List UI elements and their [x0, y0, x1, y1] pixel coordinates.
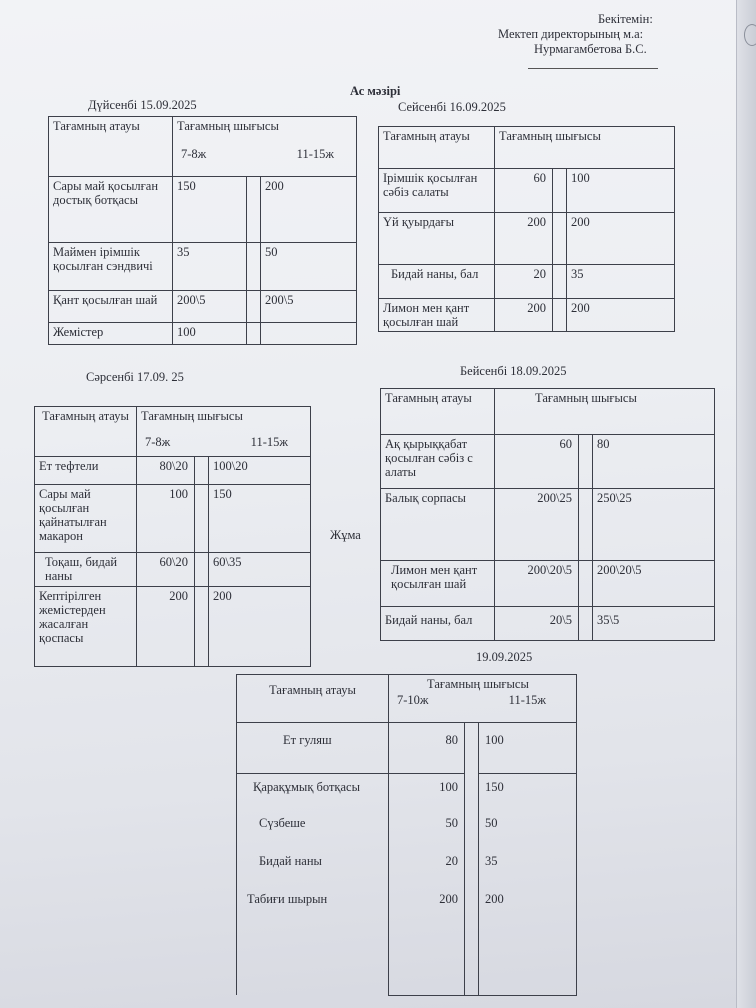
column-divider — [195, 553, 209, 587]
table-row — [381, 607, 715, 641]
column-divider — [247, 243, 261, 291]
portion-value: 250\25 — [593, 489, 715, 561]
dish-name: Ет тефтели — [35, 457, 137, 485]
table-row — [379, 299, 675, 332]
header-dish-yield: Тағамның шығысы 7-8ж 11-15ж — [137, 407, 311, 457]
dish-name: Ірімшік қосылған сәбіз салаты — [379, 169, 495, 213]
column-divider — [579, 561, 593, 607]
portion-column-2 — [479, 723, 577, 996]
dish-name: Ақ қырыққабат қосылған сәбіз с алаты — [381, 435, 495, 489]
adjacent-page-edge — [736, 0, 756, 1008]
column-divider — [247, 291, 261, 323]
approval-title: Бекітемін: — [598, 12, 653, 26]
column-divider — [553, 169, 567, 213]
table-row — [35, 553, 311, 587]
header-dish-name: Тағамның атауы — [237, 675, 389, 723]
column-divider — [579, 607, 593, 641]
portion-value: 150 — [173, 177, 247, 243]
binder-ring-mark — [744, 24, 756, 46]
column-divider — [195, 587, 209, 667]
portion-value: 80 — [593, 435, 715, 489]
column-divider — [465, 723, 479, 996]
dish-name: Лимон мен қант қосылған шай — [381, 561, 495, 607]
portion-value: 200\20\5 — [495, 561, 579, 607]
portion-value: 200 — [567, 213, 675, 265]
portion-value: 60 — [495, 435, 579, 489]
portion-value — [261, 323, 357, 345]
dish-name: Бидай наны — [259, 854, 322, 868]
portion-value: 35\5 — [593, 607, 715, 641]
portion-value: 35 — [567, 265, 675, 299]
dish-name: Қант қосылған шай — [49, 291, 173, 323]
signature-line — [528, 68, 658, 69]
portion-value: 200\20\5 — [593, 561, 715, 607]
age-group-2: 11-15ж — [296, 147, 334, 161]
menu-table-wednesday — [34, 406, 311, 667]
portion-value: 60\35 — [209, 553, 311, 587]
header-dish-yield: Тағамның шығысы 7-10ж 11-15ж — [389, 675, 577, 723]
dish-name: Үй қуырдағы — [379, 213, 495, 265]
portion-value: 20\5 — [495, 607, 579, 641]
header-dish-yield: Тағамның шығысы — [495, 389, 715, 435]
portion-value: 20 — [445, 854, 458, 868]
age-group-2: 11-15ж — [508, 693, 547, 707]
portion-column-1 — [389, 723, 465, 996]
portion-value: 150 — [209, 485, 311, 553]
portion-value: 80 — [445, 733, 458, 747]
age-group-1: 7-10ж — [397, 693, 429, 707]
dish-name: Балық сорпасы — [381, 489, 495, 561]
portion-value: 80\20 — [137, 457, 195, 485]
portion-value: 20 — [495, 265, 553, 299]
portion-value: 200 — [137, 587, 195, 667]
dish-name: Лимон мен қант қосылған шай — [379, 299, 495, 332]
header-dish-name: Тағамның атауы — [49, 117, 173, 177]
header-dish-name: Тағамның атауы — [379, 127, 495, 169]
table-row — [49, 291, 357, 323]
table-row — [35, 485, 311, 553]
age-group-2: 11-15ж — [250, 435, 288, 449]
table-row — [381, 489, 715, 561]
table-row — [381, 435, 715, 489]
date-friday: 19.09.2025 — [476, 650, 533, 664]
dish-name: Маймен ірімшік қосылған сэндвичі — [49, 243, 173, 291]
dish-name: Жемістер — [49, 323, 173, 345]
portion-value: 200 — [209, 587, 311, 667]
table-row — [379, 265, 675, 299]
portion-value: 35 — [173, 243, 247, 291]
dish-name: Бидай наны, бал — [381, 607, 495, 641]
portion-value: 200\5 — [261, 291, 357, 323]
portion-value: 50 — [485, 816, 498, 830]
table-row — [381, 561, 715, 607]
header-dish-yield: Тағамның шығысы — [495, 127, 675, 169]
column-divider — [247, 177, 261, 243]
table-row — [49, 177, 357, 243]
column-divider — [195, 485, 209, 553]
day-heading-thursday: Бейсенбі 18.09.2025 — [460, 364, 567, 378]
age-group-1: 7-8ж — [145, 435, 171, 449]
portion-value: 200 — [485, 892, 504, 906]
dish-list — [237, 723, 389, 996]
portion-value: 200\25 — [495, 489, 579, 561]
menu-table-friday — [236, 674, 577, 996]
portion-value: 100 — [137, 485, 195, 553]
dish-name: Сары май қосылған достық ботқасы — [49, 177, 173, 243]
menu-table-tuesday — [378, 126, 675, 332]
approval-name: Нурмагамбетова Б.С. — [534, 42, 647, 56]
approval-position: Мектеп директорының м.а: — [498, 27, 644, 41]
portion-value: 200 — [261, 177, 357, 243]
portion-value: 100 — [173, 323, 247, 345]
portion-value: 200 — [495, 299, 553, 332]
dish-name: Сүзбеше — [259, 816, 306, 830]
header-dish-name: Тағамның атауы — [381, 389, 495, 435]
dish-name: Сары май қосылған қайнатылған макарон — [35, 485, 137, 553]
day-heading-wednesday: Сәрсенбі 17.09. 25 — [86, 370, 184, 384]
table-row — [35, 457, 311, 485]
menu-table-monday — [48, 116, 357, 345]
portion-value: 60\20 — [137, 553, 195, 587]
portion-value: 200 — [567, 299, 675, 332]
doc-title: Ас мәзірі — [350, 84, 401, 98]
table-row — [237, 723, 577, 996]
portion-value: 200 — [495, 213, 553, 265]
portion-value: 50 — [261, 243, 357, 291]
column-divider — [553, 265, 567, 299]
column-divider — [247, 323, 261, 345]
table-row — [35, 587, 311, 667]
menu-table-thursday — [380, 388, 715, 641]
age-group-1: 7-8ж — [181, 147, 207, 161]
day-heading-monday: Дүйсенбі 15.09.2025 — [88, 98, 197, 112]
day-heading-friday: Жұма — [330, 528, 361, 542]
portion-value: 200\5 — [173, 291, 247, 323]
column-divider — [579, 435, 593, 489]
portion-value: 100 — [485, 733, 504, 747]
column-divider — [195, 457, 209, 485]
portion-value: 200 — [439, 892, 458, 906]
portion-value: 60 — [495, 169, 553, 213]
dish-name: Қарақұмық ботқасы — [237, 773, 388, 812]
portion-value: 100 — [567, 169, 675, 213]
column-divider — [579, 489, 593, 561]
portion-value: 100\20 — [209, 457, 311, 485]
header-dish-yield: Тағамның шығысы 7-8ж 11-15ж — [173, 117, 357, 177]
dish-name: Кептірілген жемістерден жасалған қоспасы — [35, 587, 137, 667]
dish-name: Табиғи шырын — [247, 892, 328, 906]
column-divider — [553, 299, 567, 332]
portion-value: 100 — [389, 773, 464, 812]
table-row — [49, 243, 357, 291]
table-row — [49, 323, 357, 345]
dish-name: Тоқаш, бидай наны — [35, 553, 137, 587]
column-divider — [553, 213, 567, 265]
day-heading-tuesday: Сейсенбі 16.09.2025 — [398, 100, 506, 114]
table-row — [379, 169, 675, 213]
portion-value: 50 — [445, 816, 458, 830]
portion-value: 35 — [485, 854, 498, 868]
header-dish-name: Тағамның атауы — [35, 407, 137, 457]
table-row — [379, 213, 675, 265]
dish-name: Ет гуляш — [283, 733, 332, 747]
dish-name: Бидай наны, бал — [379, 265, 495, 299]
portion-value: 150 — [479, 773, 576, 812]
